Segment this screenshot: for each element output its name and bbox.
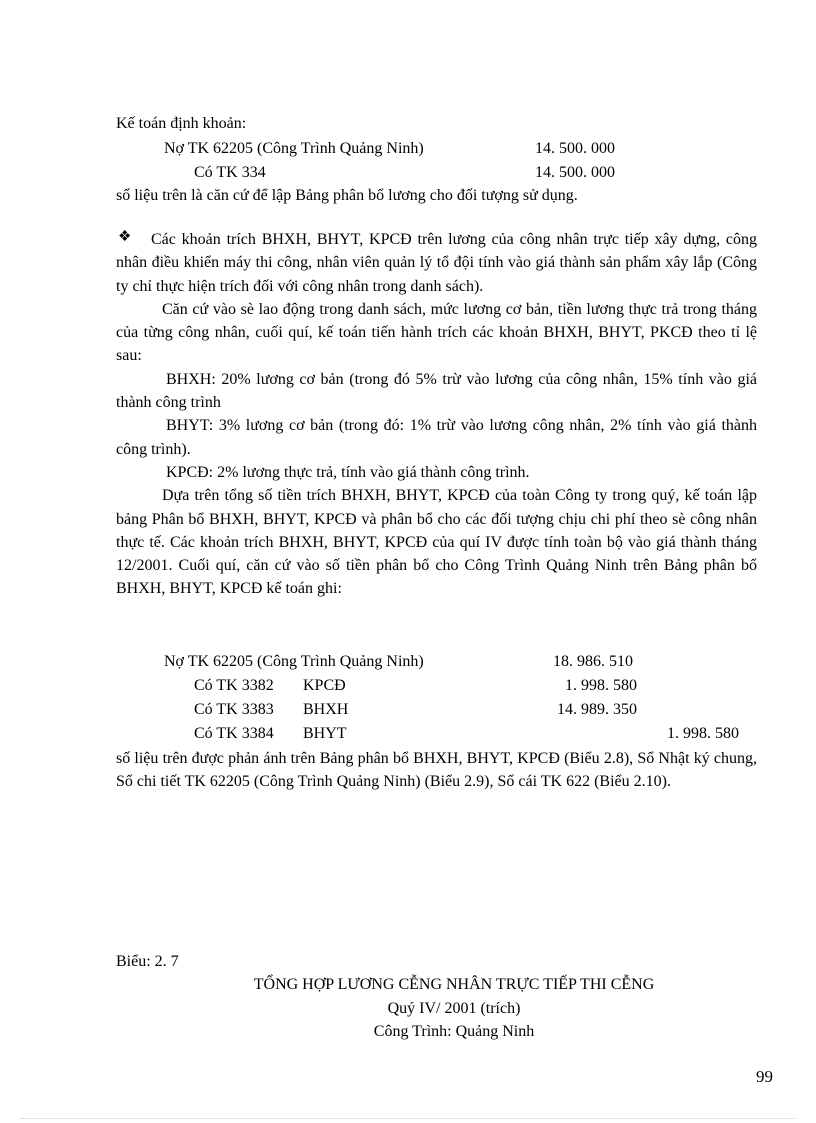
entry2-debit-amount: 18. 986. 510 (553, 653, 633, 670)
entry2-credit1-name: KPCĐ (303, 677, 346, 694)
entry1-credit-label: Có TK 334 (194, 164, 266, 181)
entry1-debit-amount: 14. 500. 000 (535, 140, 615, 157)
entry2-credit1-amount: 1. 998. 580 (565, 677, 637, 694)
table-period: Quý IV/ 2001 (trích) (387, 1000, 521, 1017)
diamond-bullet-icon: ❖ (118, 229, 132, 245)
kpcd-rate: KPCĐ: 2% lương thực trả, tính vào giá thành công trình. (166, 463, 530, 481)
entry1-debit-label: Nợ TK 62205 (Công Trình Quảng Ninh) (164, 140, 424, 157)
bhxh-rate: BHXH: 20% lương cơ bản (trong đó 5% trừ vào lương của công nhân, 15% tính vào giá thành công trình (116, 370, 757, 412)
entry1-credit-amount: 14. 500. 000 (535, 164, 615, 181)
footer-divider (20, 1118, 796, 1119)
entry1-note: số liệu trên là căn cứ để lập Bảng phân bổ lương cho đối tượng sử dụng. (116, 187, 578, 204)
section-heading: Các khoản trích BHXH, BHYT, KPCĐ trên lương của công nhân trực tiếp xây dựng, công nhân điều khiển máy thi công, nhân viên quản lý tổ đội tính vào giá thành sản phẩm xây lắp (Công ty chỉ thực hiện trích đối với công nhân trong danh sách). (116, 231, 757, 295)
entry2-debit-label: Nợ TK 62205 (Công Trình Quảng Ninh) (164, 653, 424, 670)
entry2-credit3-name: BHYT (303, 725, 347, 742)
entry2-credit3-account: Có TK 3384 (194, 725, 274, 742)
section-paragraph-1: Căn cứ vào sè lao động trong danh sách, mức lương cơ bản, tiền lương thực trả trong tháng của từng công nhân, cuối quí, kế toán tiến hành trích các khoản BHXH, BHYT, PKCĐ theo tỉ lệ sau: (116, 300, 757, 365)
section-body (116, 228, 757, 601)
entry2-credit2-amount: 14. 989. 350 (557, 701, 637, 718)
section-paragraph-2: Dựa trên tổng số tiền trích BHXH, BHYT, KPCĐ của toàn Công ty trong quý, kế toán lập bảng Phân bổ BHXH, BHYT, KPCĐ và phân bổ cho các đối tượng chịu chi phí theo sè công nhân thực tế. Các khoản trích BHXH, BHYT, KPCĐ của quí IV được tính toàn bộ vào giá thành tháng 12/2001. Cuối quí, căn cứ vào số tiền phân bổ cho Công Trình Quảng Ninh trên Bảng phân bổ BHXH, BHYT, KPCĐ kế toán ghi: (116, 487, 757, 598)
entry2-credit2-name: BHXH (303, 701, 349, 718)
entry2-credit2-account: Có TK 3383 (194, 701, 274, 718)
bhyt-rate: BHYT: 3% lương cơ bản (trong đó: 1% trừ vào lương công nhân, 2% tính vào giá thành công trình). (116, 417, 757, 458)
table-title: TỔNG HỢP LƯƠNG CỄNG NHÂN TRỰC TIẾP THI CỄNG (253, 976, 655, 993)
page-number: 99 (756, 1067, 773, 1086)
entry2-credit3-amount: 1. 998. 580 (667, 725, 739, 742)
table-caption-label: Biểu: 2. 7 (116, 953, 179, 970)
entry2-note: số liệu trên được phản ánh trên Bảng phân bổ BHXH, BHYT, KPCĐ (Biểu 2.8), Sổ Nhật ký chung, Sổ chi tiết TK 62205 (Công Trình Quảng Ninh) (Biểu 2.9), Sổ cái TK 622 (Biểu 2.10). (116, 750, 757, 791)
entry2-credit1-account: Có TK 3382 (194, 677, 274, 694)
table-project: Công Trình: Quảng Ninh (373, 1023, 535, 1040)
entry1-intro: Kế toán định khoản: (116, 115, 247, 132)
